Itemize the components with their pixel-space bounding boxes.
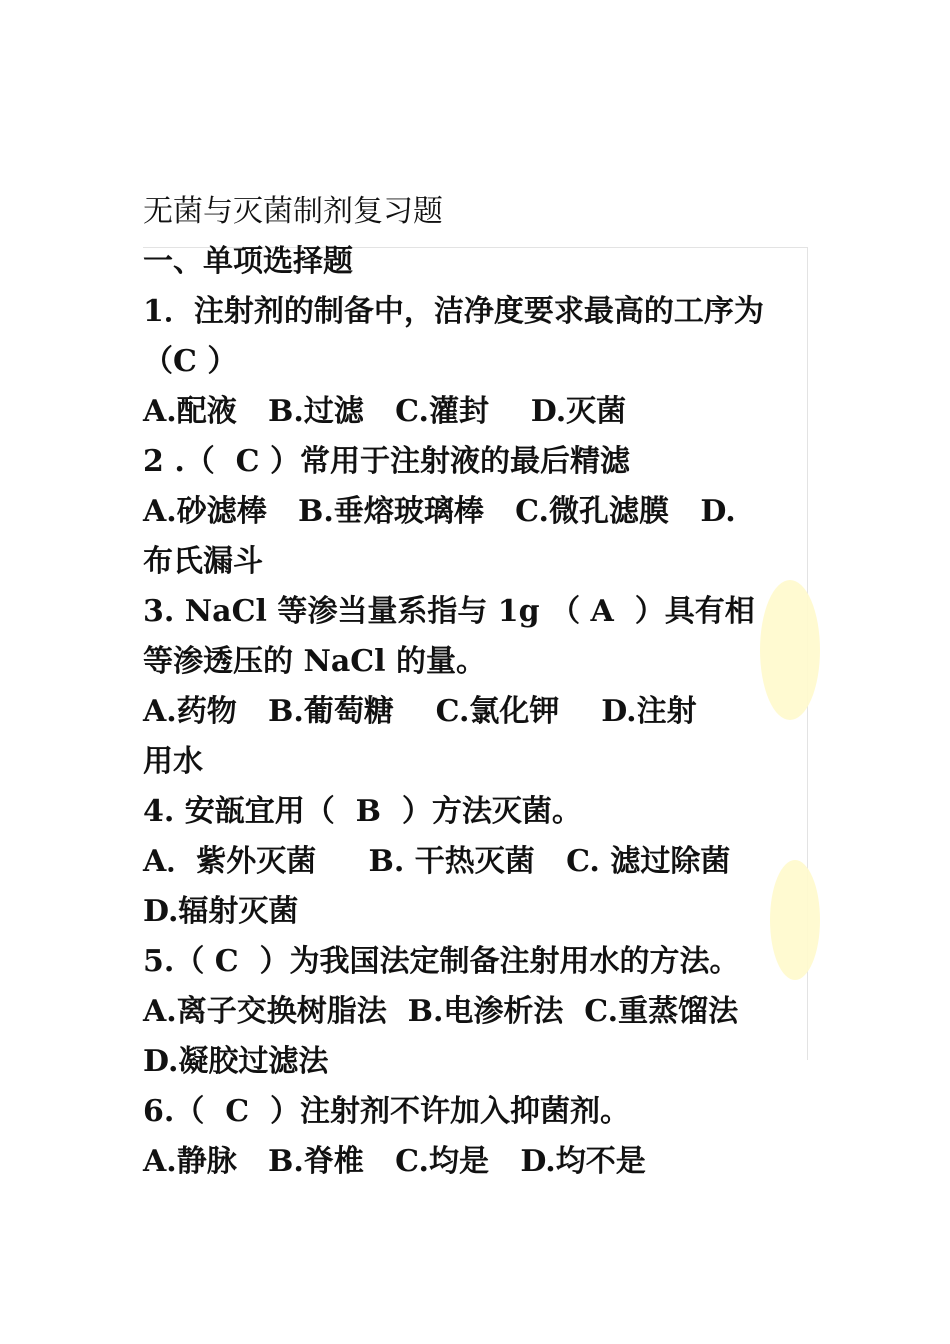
background-decoration (760, 580, 820, 720)
question-1-options: A.配液 B.过滤 C.灌封 D.灭菌 (143, 394, 627, 429)
question-3-text-cont: 等渗透压的 NaCl 的量。 (143, 644, 487, 679)
question-4-options-cont: D.辐射灭菌 (143, 894, 299, 929)
question-3-options: A.药物 B.葡萄糖 C.氯化钾 D.注射 (143, 694, 697, 729)
question-3-text: 3. NaCl 等渗当量系指与 1g （ A ）具有相 (143, 594, 755, 629)
question-6-options: A.静脉 B.脊椎 C.均是 D.均不是 (143, 1144, 646, 1179)
question-5-options: A.离子交换树脂法 B.电渗析法 C.重蒸馏法 (143, 994, 739, 1029)
document-title: 无菌与灭菌制剂复习题 (143, 194, 443, 229)
question-6-text: 6.（ C ）注射剂不许加入抑菌剂。 (143, 1094, 630, 1129)
question-4-options: A．紫外灭菌 B. 干热灭菌 C. 滤过除菌 (143, 844, 731, 879)
question-5-text: 5.（ C ）为我国法定制备注射用水的方法。 (143, 944, 740, 979)
question-4-text: 4. 安瓿宜用（ B ）方法灭菌。 (143, 794, 582, 829)
background-decoration (770, 860, 820, 980)
question-3-options-cont: 用水 (143, 744, 203, 779)
question-1-answer: （C ） (143, 344, 238, 379)
question-2-options: A.砂滤棒 B.垂熔玻璃棒 C.微孔滤膜 D. (143, 494, 736, 529)
question-2-options-cont: 布氏漏斗 (143, 544, 263, 579)
question-1-text: 1．注射剂的制备中，洁净度要求最高的工序为 (143, 294, 764, 329)
section-heading: 一、单项选择题 (143, 244, 353, 279)
question-5-options-cont: D.凝胶过滤法 (143, 1044, 329, 1079)
question-2-text: 2 .（ C ）常用于注射液的最后精滤 (143, 444, 630, 479)
